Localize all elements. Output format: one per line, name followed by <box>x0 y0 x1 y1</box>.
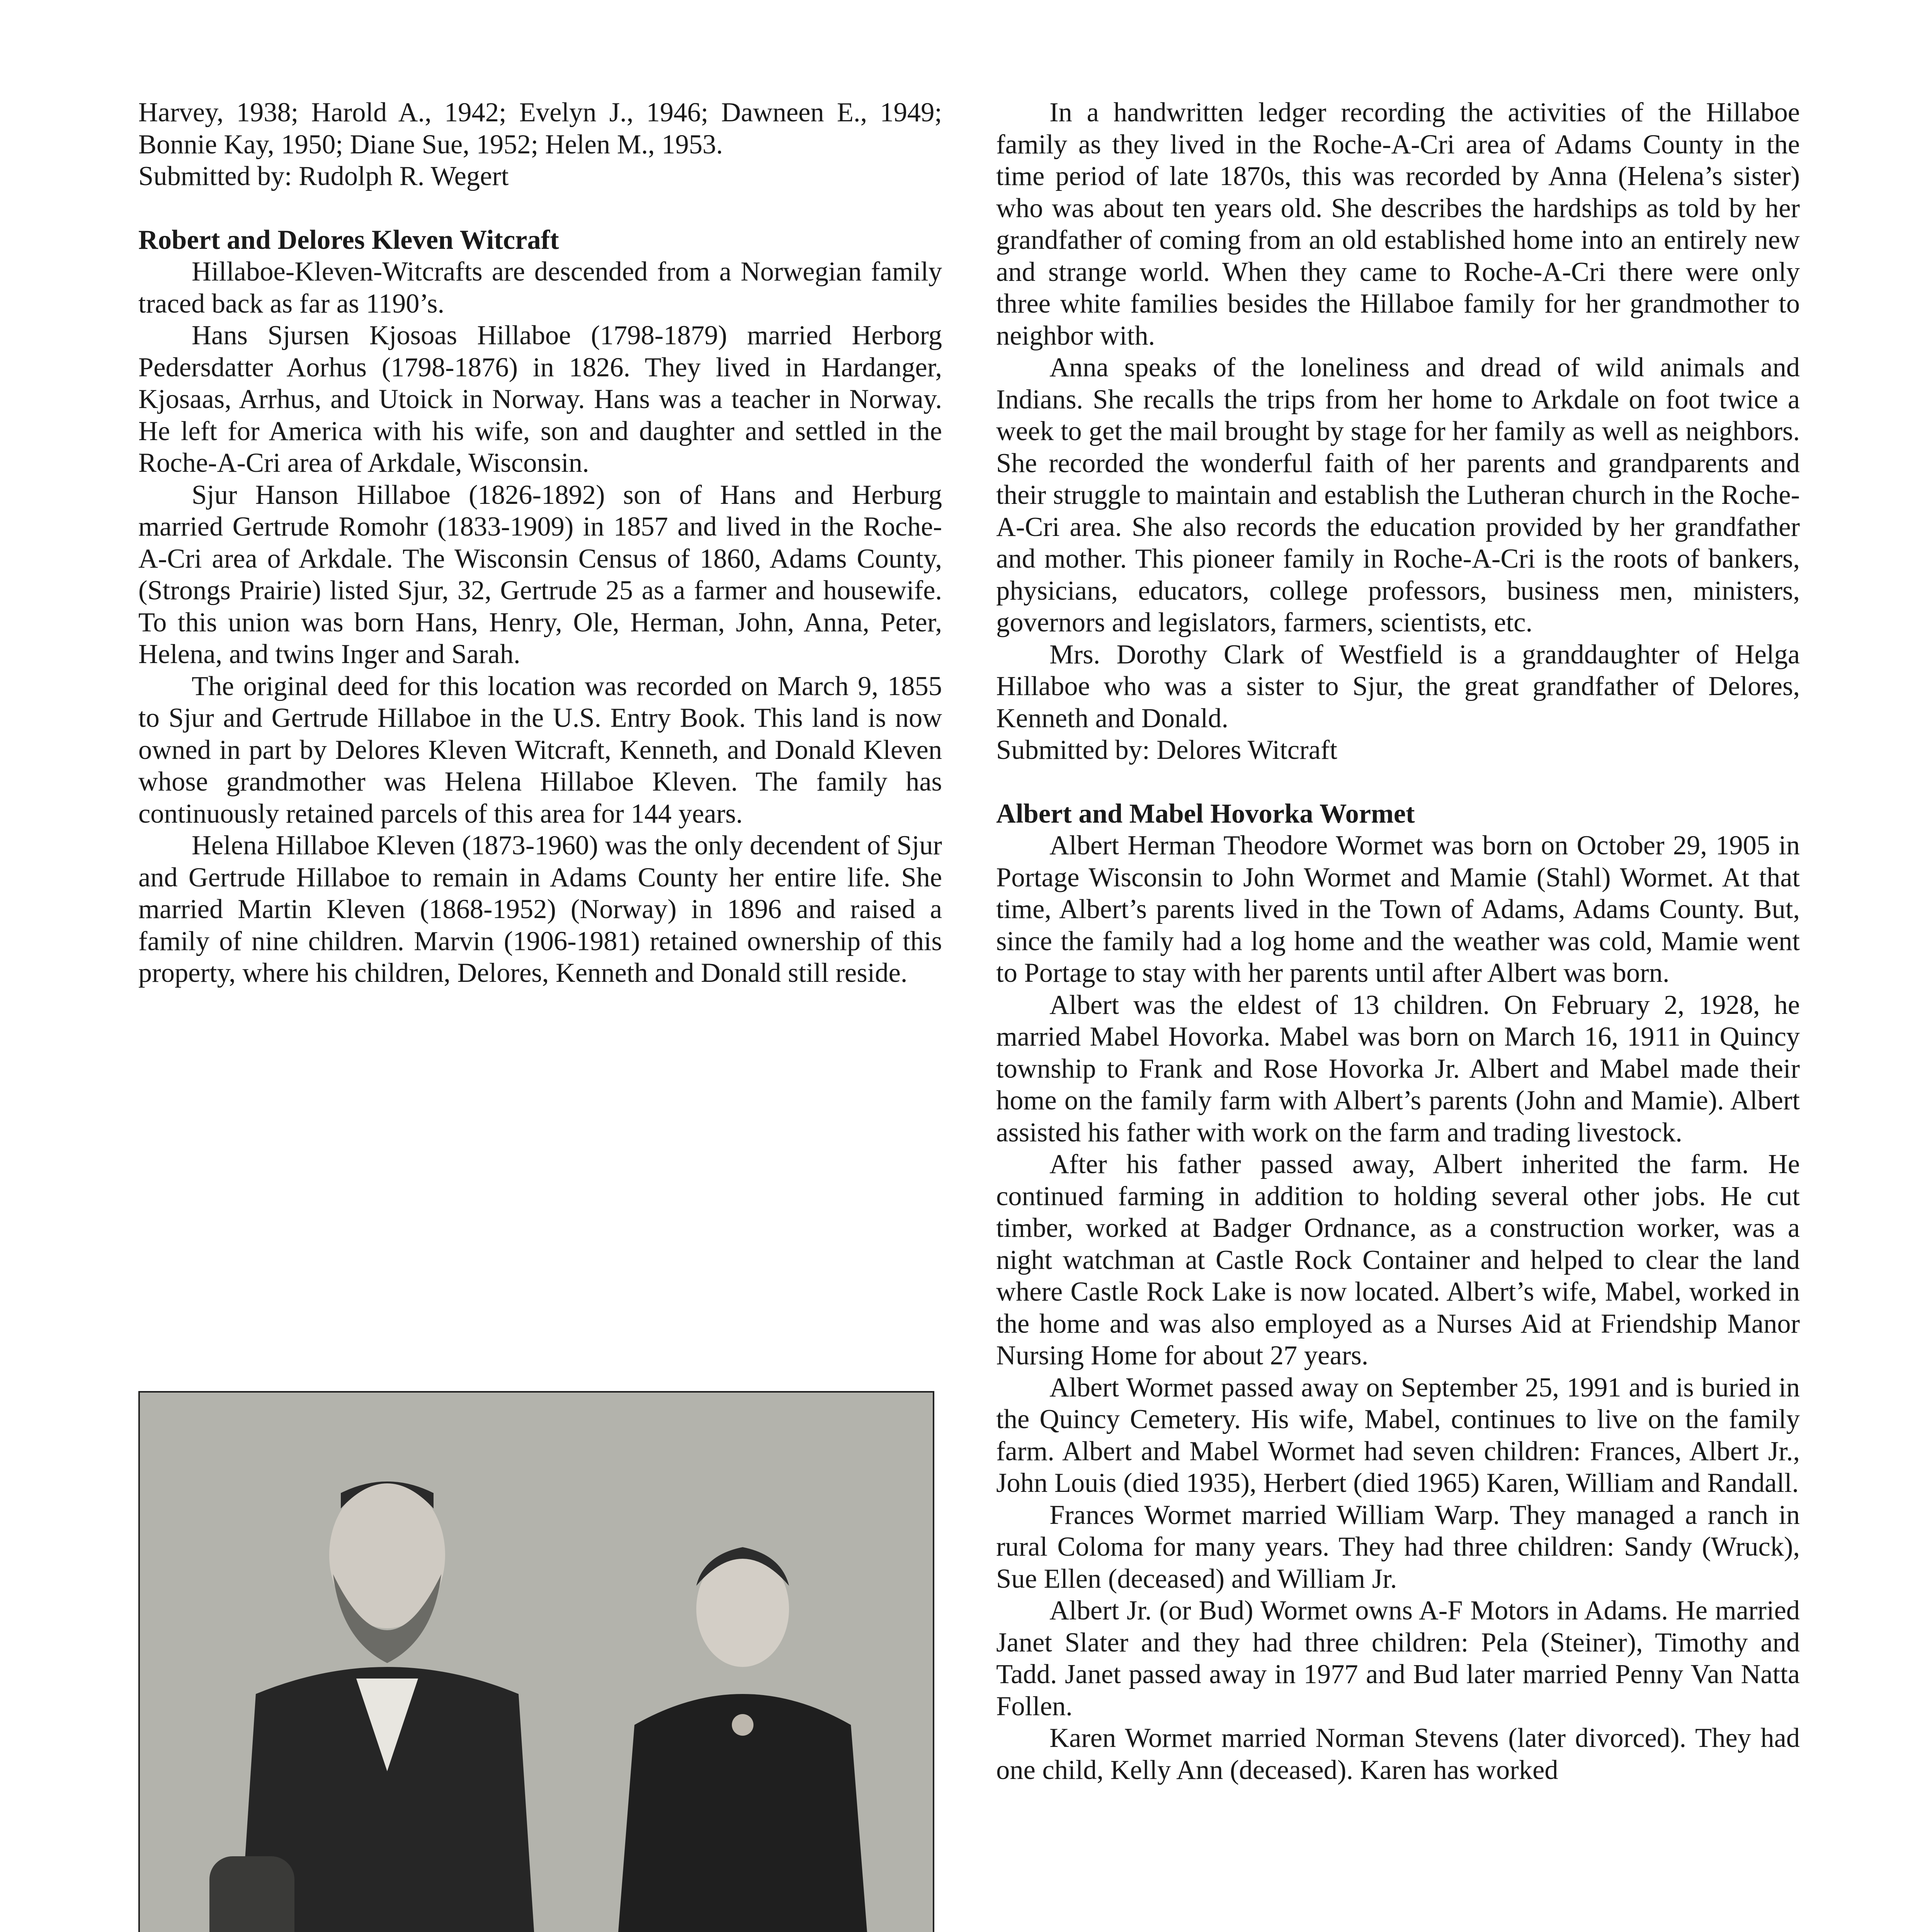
paragraph: Albert Wormet passed away on September 25, 1991 and is buried in the Quincy Cemetery. His wife, Mabel, continues to live on the family farm. Albert and Mabel Wormet had seven children: Frances, Albert Jr., John Louis (died 1935), Herbert (died 1965) Karen, William and Randall. <box>996 1372 1800 1498</box>
paragraph: Frances Wormet married William Warp. They managed a ranch in rural Coloma for many years. They had three children: Sandy (Wruck), Sue Ellen (deceased) and William Jr. <box>996 1500 1800 1594</box>
paragraph: Sjur Hanson Hillaboe (1826-1892) son of Hans and Herburg married Gertrude Romohr (1833-1909) in 1857 and lived in the Roche-A-Cri area of Arkdale. The Wisconsin Census of 1860, Adams County, (Strongs Prairie) listed Sjur, 32, Gertrude 25 as a farmer and housewife. To this union was born Hans, Henry, Ole, Herman, John, Anna, Peter, Helena, and twins Inger and Sarah. <box>138 480 942 669</box>
paragraph: Hillaboe-Kleven-Witcrafts are descended from a Norwegian family traced back as far as 1190’s. <box>138 257 942 319</box>
paragraph: Hans Sjursen Kjosoas Hillaboe (1798-1879) married Herborg Pedersdatter Aorhus (1798-1876) in 1826. They lived in Hardanger, Kjosaas, Arrhus, and Utoick in Norway. Hans was a teacher in Norway. He left for America with his wife, son and daughter and settled in the Roche-A-Cri area of Arkdale, Wisconsin. <box>138 320 942 478</box>
paragraph: Karen Wormet married Norman Stevens (later divorced). They had one child, Kelly Ann (deceased). Karen has worked <box>996 1723 1800 1785</box>
portrait-photo <box>138 1391 934 1932</box>
intro-paragraph: Harvey, 1938; Harold A., 1942; Evelyn J., 1946; Dawneen E., 1949; Bonnie Kay, 1950; Diane Sue, 1952; Helen M., 1953. <box>138 97 942 160</box>
paragraph: Mrs. Dorothy Clark of Westfield is a granddaughter of Helga Hillaboe who was a sister to Sjur, the great grandfather of Delores, Kenneth and Donald. <box>996 639 1800 733</box>
submitted-by-witcraft: Submitted by: Delores Witcraft <box>996 735 1337 765</box>
right-column <box>996 97 1800 1786</box>
section-title-wormet: Albert and Mabel Hovorka Wormet <box>996 798 1415 829</box>
paragraph: In a handwritten ledger recording the activities of the Hillaboe family as they lived in the Roche-A-Cri area of Adams County in the time period of late 1870s, this was recorded by Anna (Helena’s sister) who was about ten years old. She describes the hardships as told by her grandfather of coming from an old established home into an entirely new and strange world. When they came to Roche-A-Cri there were only three white families besides the Hillaboe family for her grandmother to neighbor with. <box>996 97 1800 351</box>
paragraph: Albert Herman Theodore Wormet was born on October 29, 1905 in Portage Wisconsin to John Wormet and Mamie (Stahl) Wormet. At that time, Albert’s parents lived in the Town of Adams, Adams County. But, since the family had a log home and the weather was cold, Mamie went to Portage to stay with her parents until after Albert was born. <box>996 830 1800 988</box>
section-title-witcraft: Robert and Delores Kleven Witcraft <box>138 224 559 255</box>
paragraph: After his father passed away, Albert inherited the farm. He continued farming in addition to holding several other jobs. He cut timber, worked at Badger Ordnance, as a construction worker, was a night watchman at Castle Rock Container and helped to clear the land where Castle Rock Lake is now located. Albert’s wife, Mabel, worked in the home and was also employed as a Nurses Aid at Friendship Manor Nursing Home for about 27 years. <box>996 1149 1800 1371</box>
paragraph: Helena Hillaboe Kleven (1873-1960) was the only decendent of Sjur and Gertrude Hillaboe to remain in Adams County her entire life. She married Martin Kleven (1868-1952) (Norway) in 1896 and raised a family of nine children. Marvin (1906-1981) retained ownership of this property, where his children, Delores, Kenneth and Donald still reside. <box>138 830 942 988</box>
paragraph: Anna speaks of the loneliness and dread of wild animals and Indians. She recalls the trips from her home to Arkdale on foot twice a week to get the mail brought by stage for her family as well as neighbors. She recorded the wonderful faith of her parents and grandparents and their struggle to maintain and establish the Lutheran church in the Roche-A-Cri area. She also records the education provided by her grandfather and mother. This pioneer family in Roche-A-Cri is the roots of bankers, physicians, educators, college professors, business men, ministers, governors and legislators, farmers, scientists, etc. <box>996 352 1800 638</box>
paragraph: Albert Jr. (or Bud) Wormet owns A-F Motors in Adams. He married Janet Slater and they had three children: Pela (Steiner), Timothy and Tadd. Janet passed away in 1977 and Bud later married Penny Van Natta Follen. <box>996 1595 1800 1721</box>
paragraph: The original deed for this location was recorded on March 9, 1855 to Sjur and Gertrude Hillaboe in the U.S. Entry Book. This land is now owned in part by Delores Kleven Witcraft, Kenneth, and Donald Kleven whose grandmother was Helena Hillaboe Kleven. The family has continuously retained parcels of this area for 144 years. <box>138 671 942 829</box>
submitted-by-wegert: Submitted by: Rudolph R. Wegert <box>138 161 509 191</box>
paragraph: Albert was the eldest of 13 children. On February 2, 1928, he married Mabel Hovorka. Mabel was born on March 16, 1911 in Quincy township to Frank and Rose Hovorka Jr. Albert and Mabel made their home on the family farm with Albert’s parents (John and Mamie). Albert assisted his father with work on the farm and trading livestock. <box>996 990 1800 1148</box>
left-column <box>138 97 942 989</box>
